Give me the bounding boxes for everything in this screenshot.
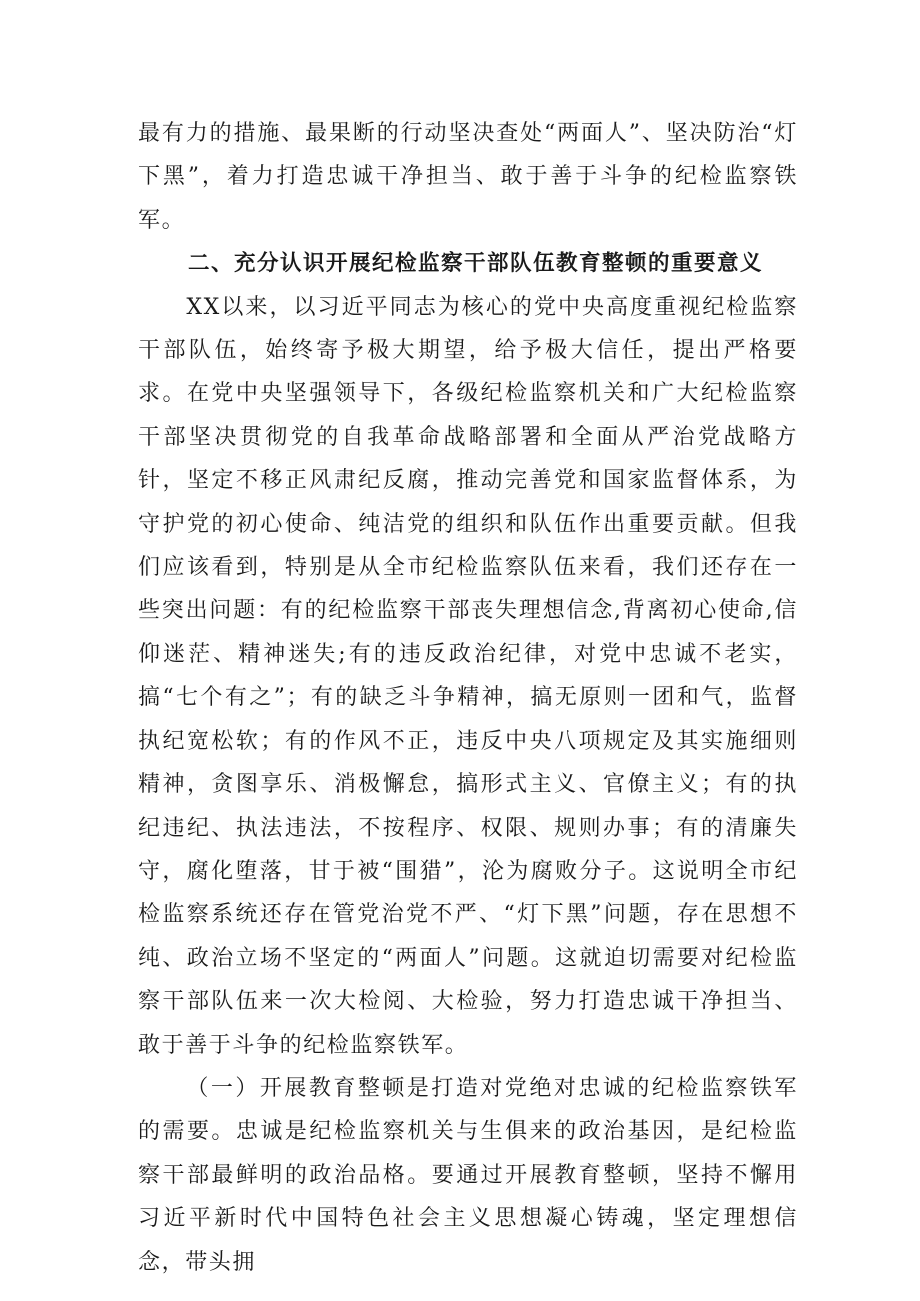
paragraph-main: XX以来，以习近平同志为核心的党中央高度重视纪检监察干部队伍，始终寄予极大期望，给予极大信任，提出严格要求。在党中央坚强领导下，各级纪检监察机关和广大纪检监察干部坚决贯彻党的自我革命战略部署和全面从严治党战略方针，坚定不移正风肃纪反腐，推动完善党和国家监督体系，为守护党的初心使命、纯洁党的组织和队伍作出重要贡献。但我们应该看到，特别是从全市纪检监察队伍来看，我们还存在一些突出问题：有的纪检监察干部丧失理想信念,背离初心使命,信仰迷茫、精神迷失;有的违反政治纪律，对党中忠诚不老实，搞“七个有之”；有的缺乏斗争精神，搞无原则一团和气，监督执纪宽松软；有的作风不正，违反中央八项规定及其实施细则精神，贪图享乐、消极懈怠，搞形式主义、官僚主义；有的执纪违纪、执法违法，不按程序、权限、规则办事；有的清廉失守，腐化堕落，甘于被“围猎”，沦为腐败分子。这说明全市纪检监察系统还存在管党治党不严、“灯下黑”问题，存在思想不纯、政治立场不坚定的“两面人”问题。这就迫切需要对纪检监察干部队伍来一次大检阅、大检验，努力打造忠诚干净担当、敢于善于斗争的纪检监察铁军。: [138, 294, 798, 1058]
paragraph-continued: 最有力的措施、最果断的行动坚决查处“两面人”、坚决防治“灯下黑”，着力打造忠诚干净担当、敢于善于斗争的纪检监察铁军。: [138, 121, 798, 233]
subsection-paragraph: （一）开展教育整顿是打造对党绝对忠诚的纪检监察铁军的需要。忠诚是纪检监察机关与生俱来的政治基因，是纪检监察干部最鲜明的政治品格。要通过开展教育整顿，坚持不懈用习近平新时代中国特色社会主义思想凝心铸魂，坚定理想信念，带头拥: [138, 1075, 798, 1275]
document-body: [138, 112, 798, 1284]
section-heading: 二、充分认识开展纪检监察干部队伍教育整顿的重要意义: [188, 251, 764, 277]
